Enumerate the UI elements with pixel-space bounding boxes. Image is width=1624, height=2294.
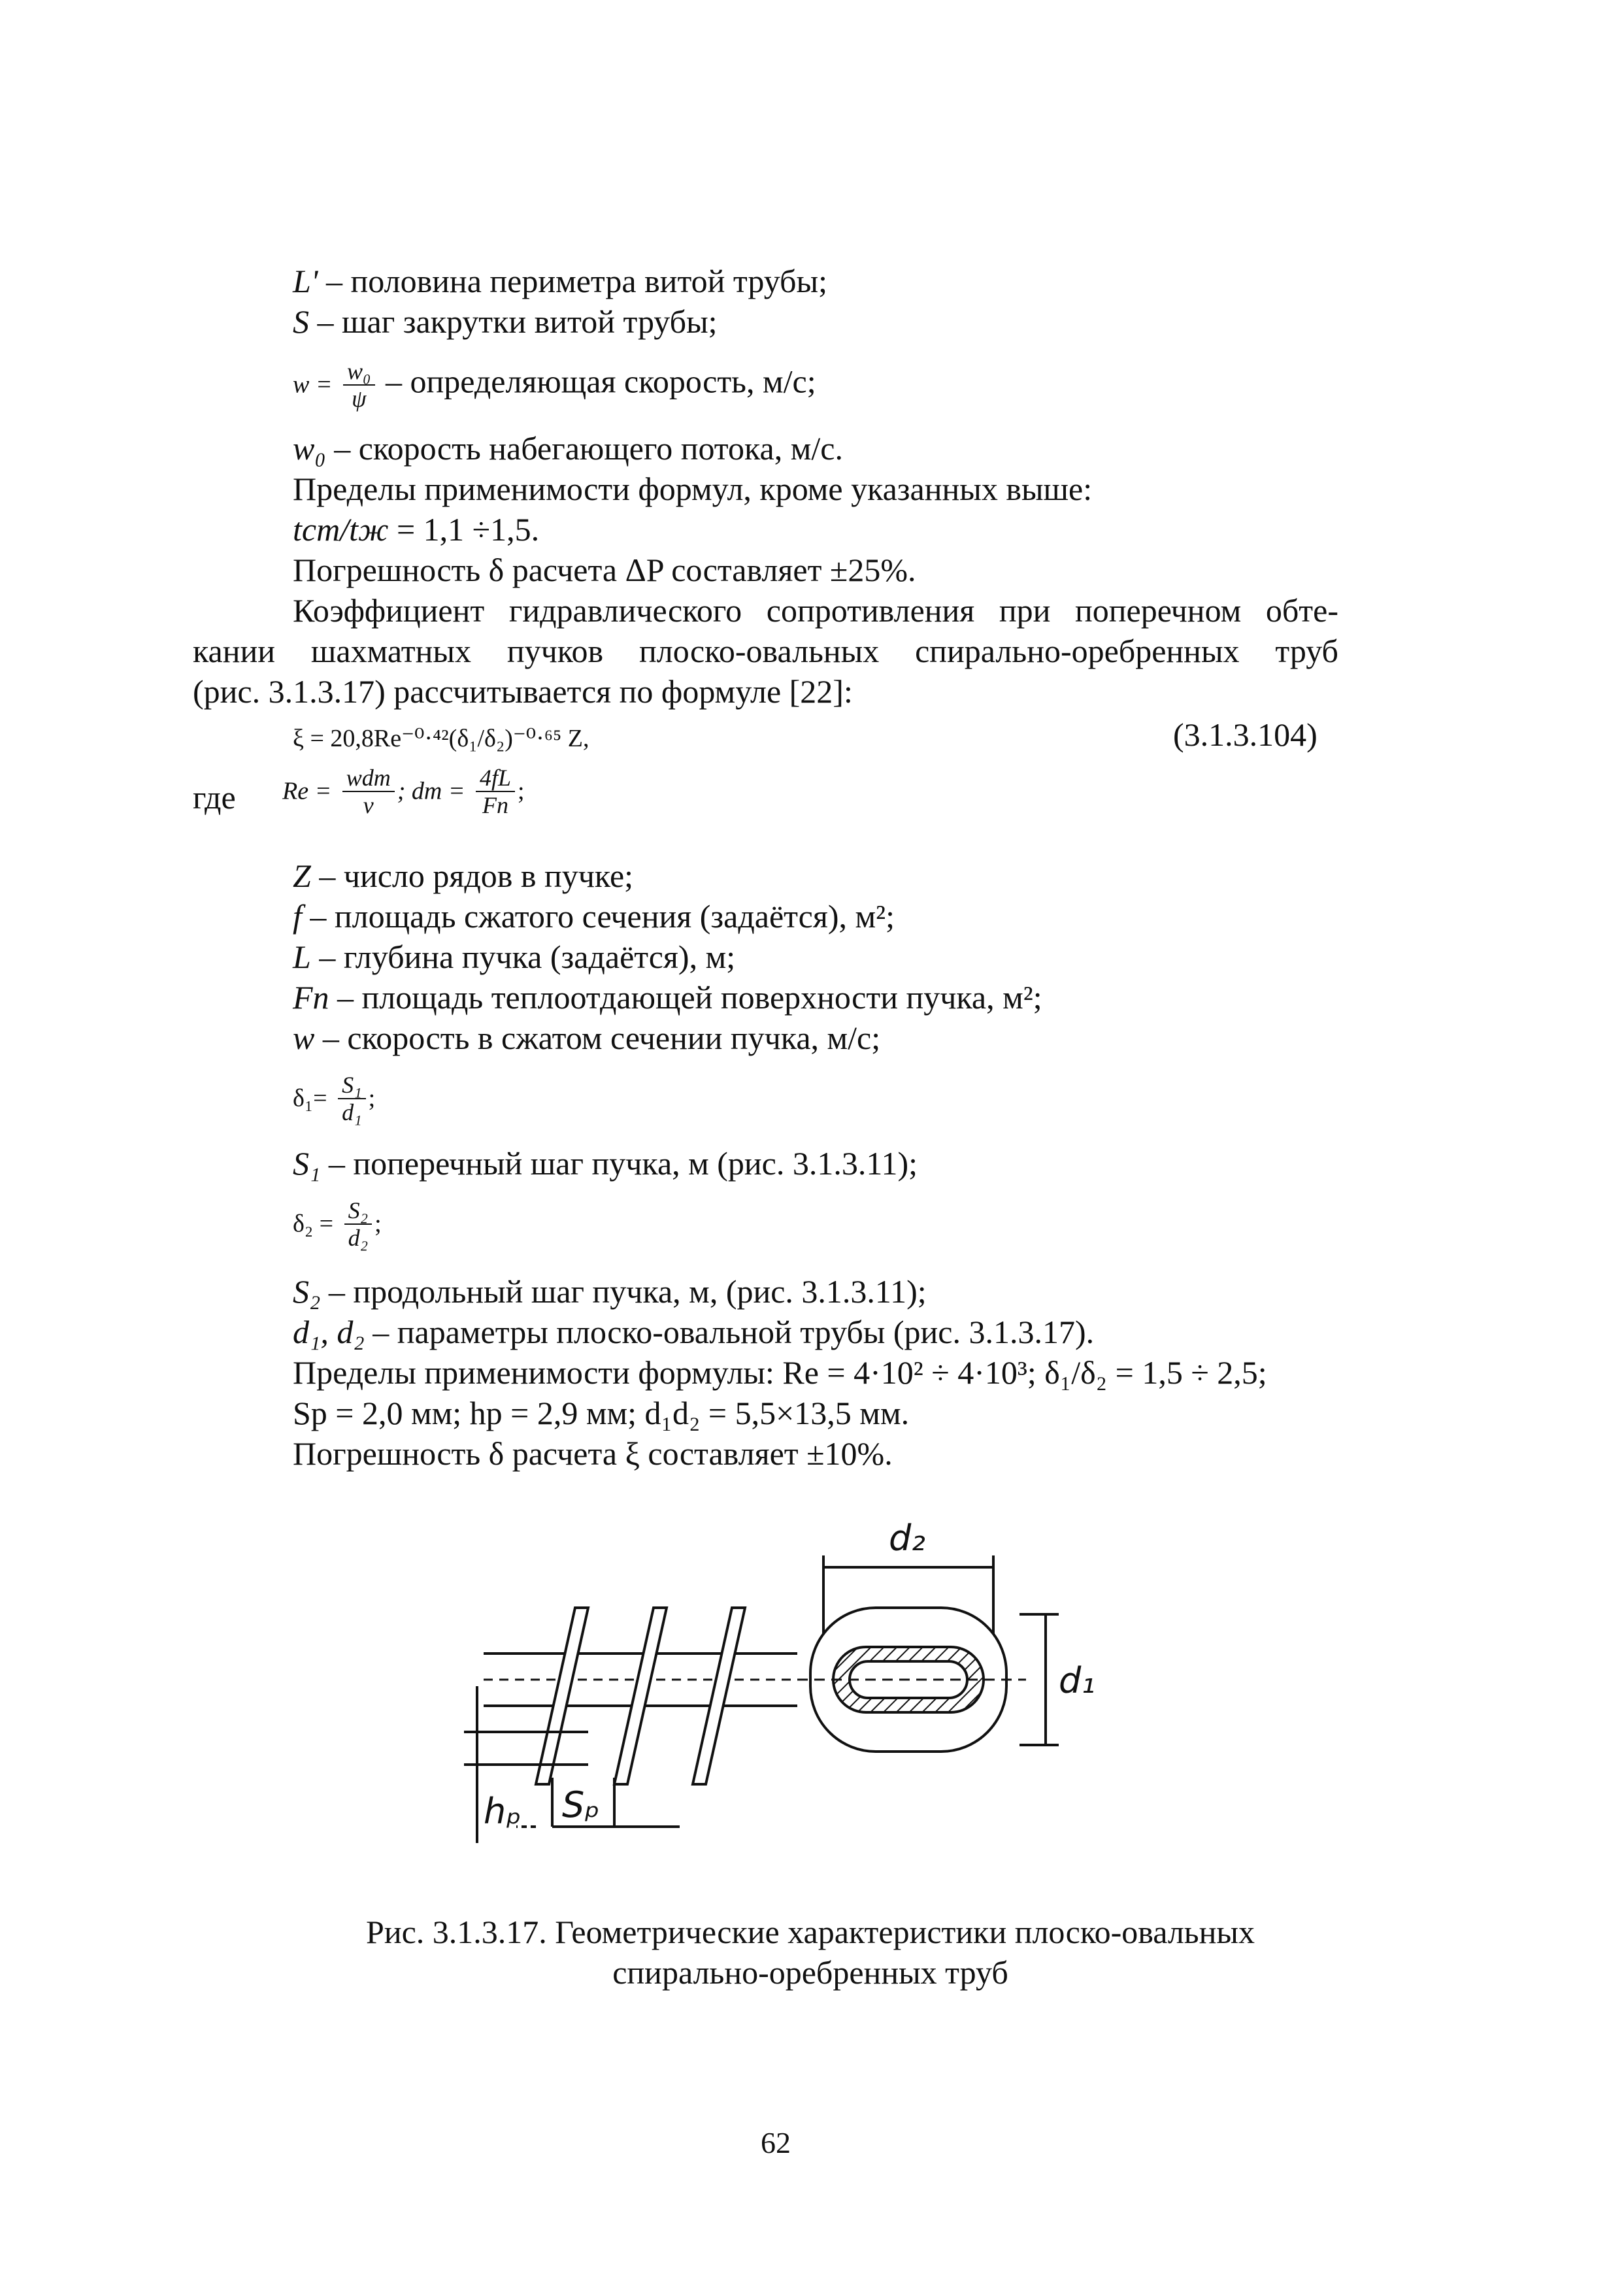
symbol: L'	[293, 263, 318, 299]
fraction	[338, 1072, 366, 1125]
line-text: – скорость в сжатом сечении пучка, м/с;	[314, 1020, 881, 1056]
label-d1: d₁	[1059, 1660, 1095, 1701]
text-line	[293, 510, 539, 549]
symbol: f	[293, 898, 302, 935]
line-text: – половина периметра витой трубы;	[318, 263, 827, 299]
symbol: w₀	[293, 430, 326, 467]
label-sp: Sₚ	[562, 1784, 600, 1825]
line-text: – поперечный шаг пучка, м (рис. 3.1.3.11);	[320, 1145, 918, 1182]
denominator: ψ	[352, 386, 367, 412]
formula-line	[293, 1197, 382, 1251]
formula-lhs: ; dт =	[397, 777, 465, 805]
text-line	[293, 1018, 880, 1057]
symbol: Fп	[293, 979, 329, 1016]
symbol: w	[293, 1020, 315, 1056]
text-line	[293, 302, 718, 341]
formula-line	[293, 358, 816, 412]
paragraph-line: Коэффициент гидравлического сопротивления при поперечном обте-	[293, 592, 1338, 629]
line-text: – число рядов в пучке;	[310, 857, 634, 894]
text-line	[293, 1272, 927, 1311]
line-text: – глубина пучка (задаётся), м;	[310, 939, 736, 975]
where-label: где	[193, 779, 236, 816]
line-text: – определяющая скорость, м/с;	[377, 363, 816, 400]
text-line	[293, 429, 843, 468]
punct: ;	[374, 1210, 382, 1238]
page-number: 62	[761, 2126, 791, 2159]
numerator: w₀	[343, 358, 375, 386]
denominator: d₁	[342, 1099, 362, 1125]
label-d2: d₂	[889, 1518, 925, 1559]
text-line	[293, 856, 633, 895]
symbol: L	[293, 939, 311, 975]
line-text: – шаг закрутки витой трубы;	[309, 303, 718, 340]
formula-line	[293, 1072, 375, 1125]
symbol: S₂	[293, 1273, 321, 1310]
line-text: = 1,1 ÷1,5.	[388, 511, 540, 548]
line-text: – площадь сжатого сечения (задаётся), м²;	[301, 898, 895, 935]
figure-caption-line2: спирально-оребренных труб	[612, 1954, 1008, 1991]
text-line: Sр = 2,0 мм; hр = 2,9 мм; d₁d₂ = 5,5×13,5 мм.	[293, 1395, 910, 1431]
text-line: Погрешность δ расчета ξ составляет ±10%.	[293, 1435, 893, 1472]
paragraph-line: (рис. 3.1.3.17) рассчитывается по формуле [22]:	[193, 673, 853, 710]
line-text: – параметры плоско-овальной трубы (рис. 3.1.3.17).	[364, 1314, 1095, 1350]
formula-lhs: δ₂ =	[293, 1210, 334, 1238]
formula-lhs: δ₁=	[293, 1084, 327, 1112]
symbol: d₁, d₂	[293, 1314, 365, 1350]
text-line	[293, 261, 827, 301]
formula-lhs: Re =	[282, 777, 332, 805]
label-hp: hₚ	[484, 1791, 522, 1832]
punct: ;	[368, 1084, 376, 1112]
fraction	[476, 765, 515, 818]
fraction	[344, 1197, 373, 1251]
line-text: – продольный шаг пучка, м, (рис. 3.1.3.11);	[320, 1273, 927, 1310]
text-line: Пределы применимости формулы: Re = 4·10² ÷ 4·10³; δ₁/δ₂ = 1,5 ÷ 2,5;	[293, 1354, 1267, 1391]
line-text: – скорость набегающего потока, м/с.	[325, 430, 843, 467]
paragraph-line: кании шахматных пучков плоско-овальных спирально-оребренных труб	[193, 633, 1338, 669]
punct: ;	[518, 777, 525, 805]
formula: ξ = 20,8Re⁻⁰·⁴²(δ₁/δ₂)⁻⁰·⁶⁵ Z,	[293, 725, 589, 752]
denominator: Fп	[482, 792, 509, 818]
line-text: – площадь теплоотдающей поверхности пучка, м²;	[329, 979, 1042, 1016]
symbol: Z	[293, 857, 311, 894]
numerator: S₂	[344, 1197, 373, 1225]
flat-oval-cross-section	[797, 1555, 1059, 1752]
symbol: tст/tж	[293, 511, 389, 548]
numerator: wdт	[342, 765, 395, 792]
numerator: S₁	[338, 1072, 366, 1099]
denominator: d₂	[348, 1225, 369, 1251]
text-line	[293, 978, 1042, 1017]
formula-lhs: w =	[293, 371, 333, 399]
text-line	[293, 897, 895, 936]
fraction	[342, 765, 395, 818]
fraction	[343, 358, 375, 412]
text-line	[293, 1312, 1094, 1352]
numerator: 4fL	[476, 765, 515, 792]
tube-figure	[457, 1516, 1202, 1869]
symbol: S	[293, 303, 309, 340]
text-line: Погрешность δ расчета ΔP составляет ±25%.	[293, 552, 916, 588]
text-line	[293, 1144, 918, 1183]
denominator: ν	[363, 792, 374, 818]
formula-line	[282, 765, 525, 818]
text-line	[293, 937, 735, 976]
formula-number: (3.1.3.104)	[1173, 716, 1317, 753]
text-line: Пределы применимости формул, кроме указанных выше:	[293, 471, 1093, 507]
figure-caption-line1: Рис. 3.1.3.17. Геометрические характеристики плоско-овальных	[366, 1914, 1255, 1950]
symbol: S₁	[293, 1145, 321, 1182]
